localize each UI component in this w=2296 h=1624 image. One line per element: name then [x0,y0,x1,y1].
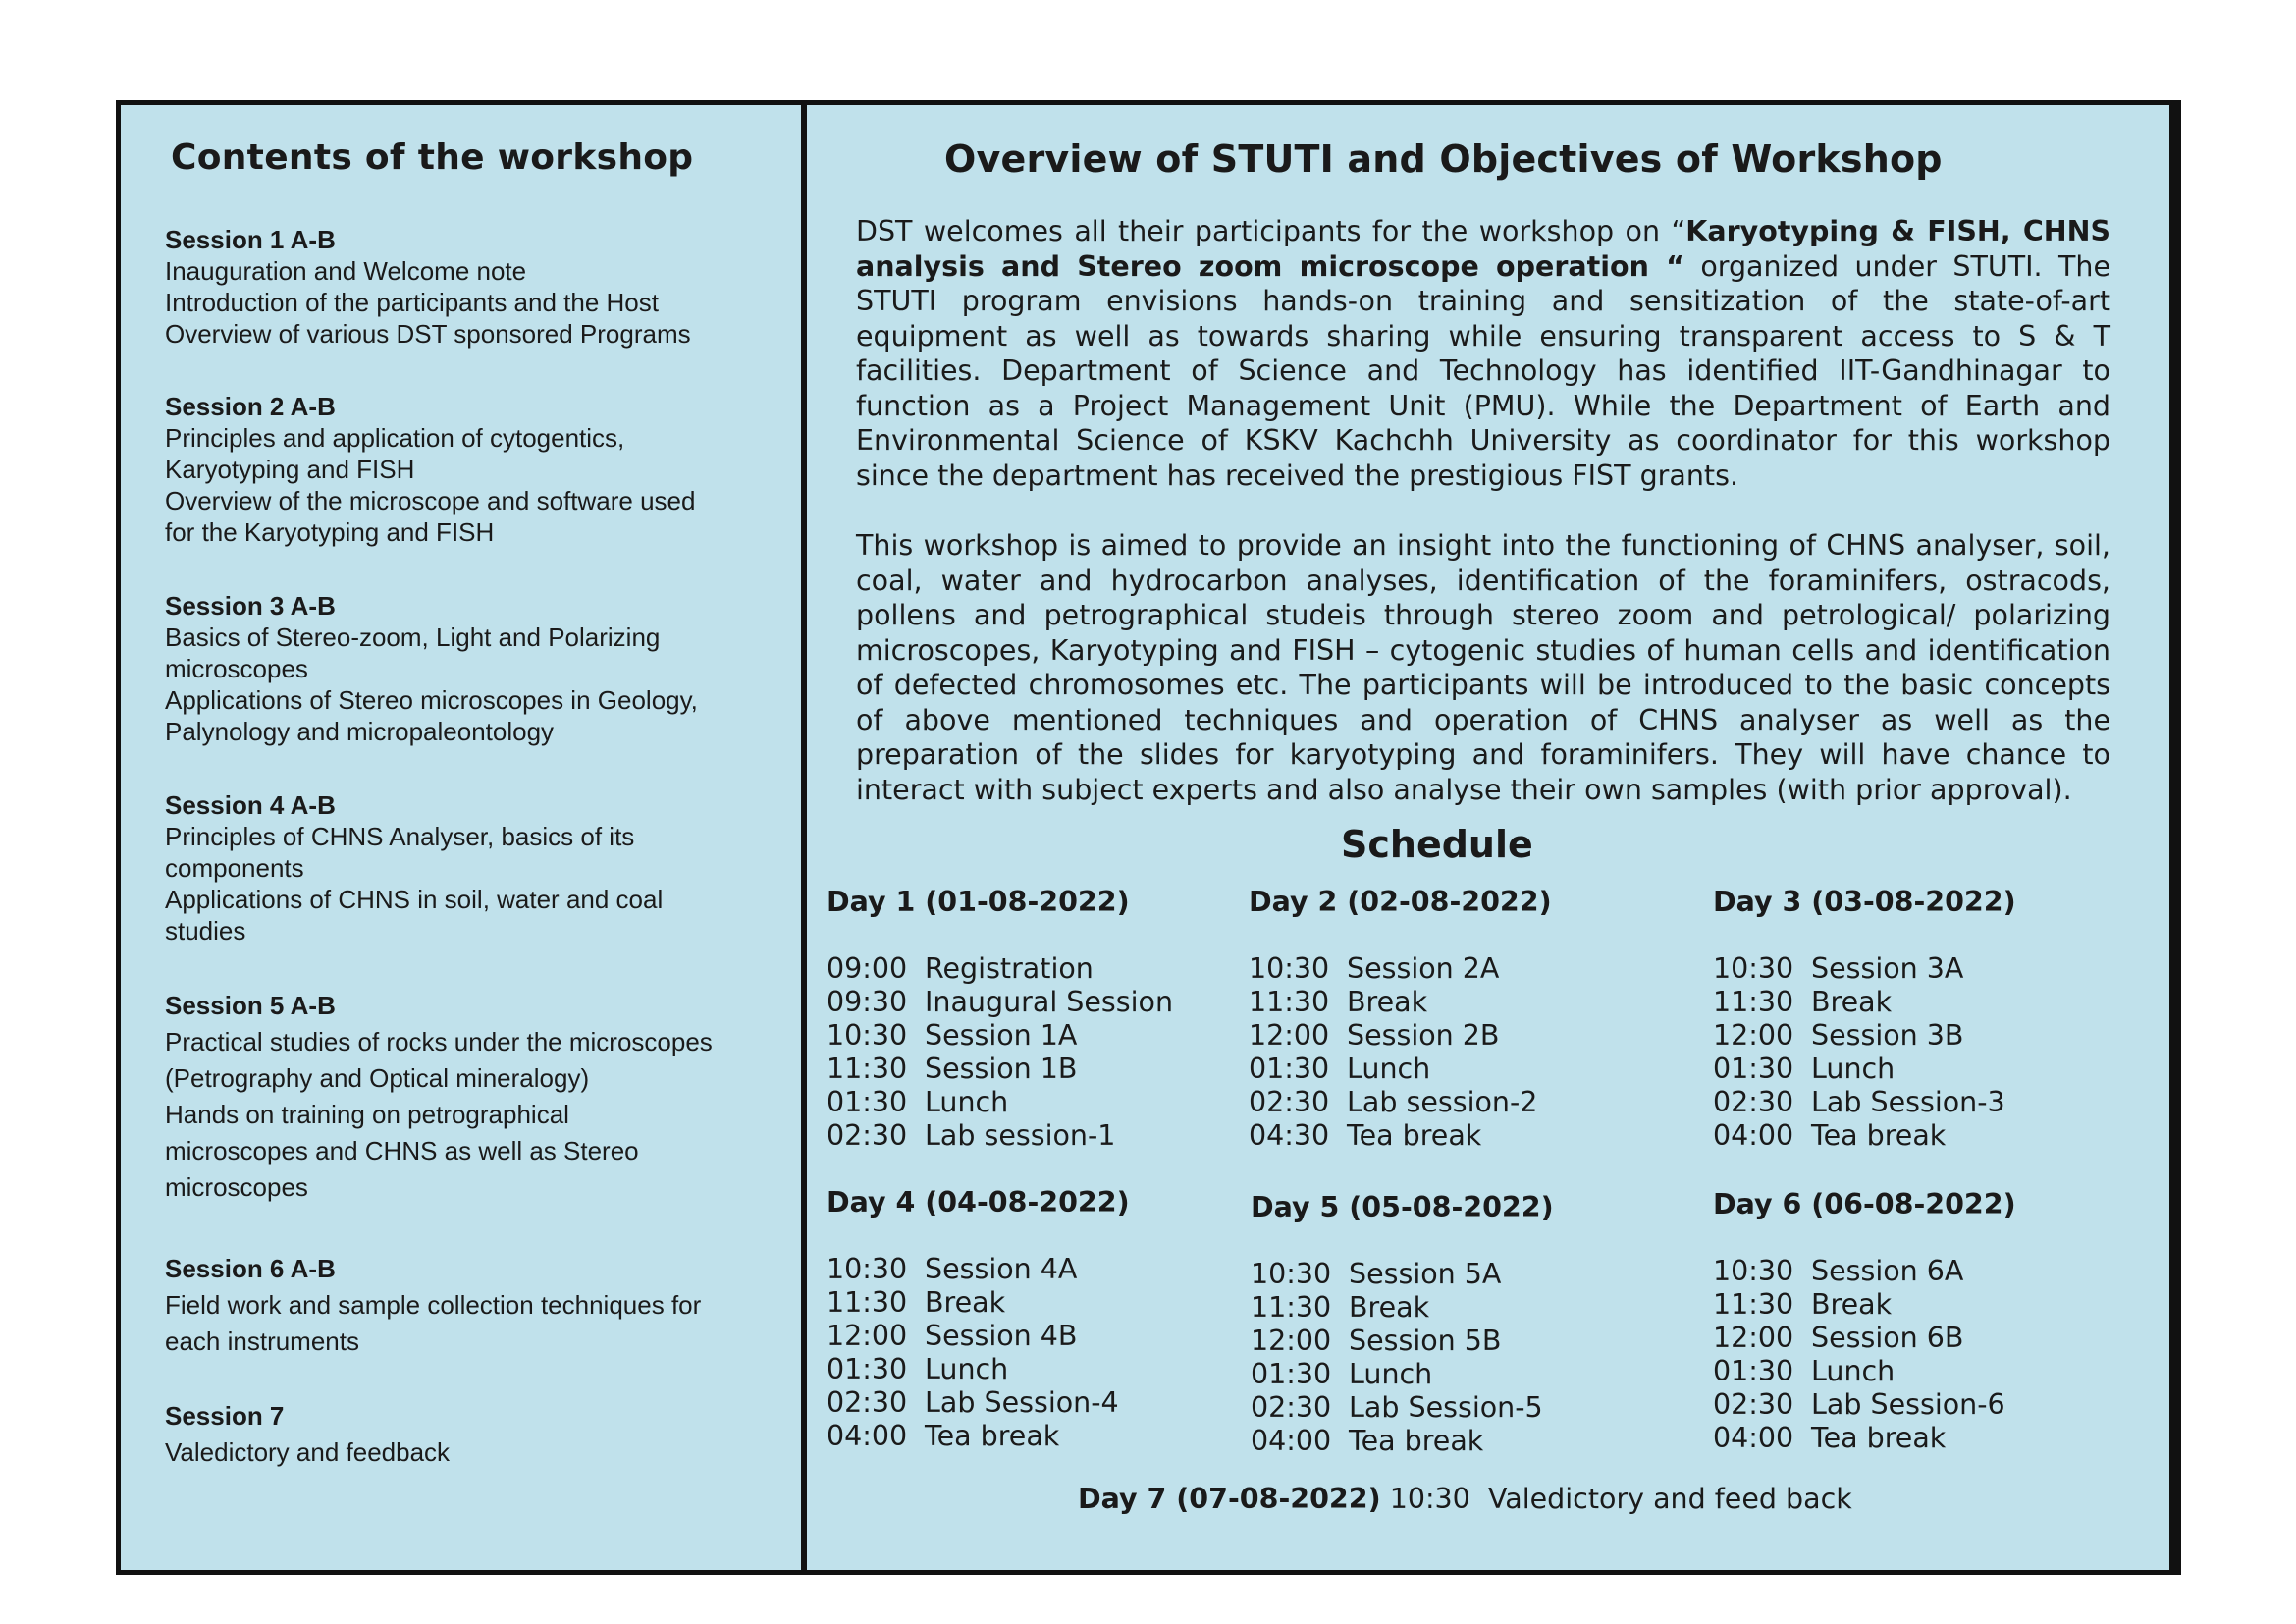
schedule-item: Session 2B [1347,1019,1500,1052]
schedule-time: 02:30 [1249,1086,1330,1118]
schedule-row [827,1320,1130,1353]
schedule-item: Lunch [925,1353,1009,1385]
schedule-row [827,952,1173,986]
session-line: microscopes and CHNS as well as Stereo [165,1136,639,1165]
day-title: Day 3 (03-08-2022) [1713,886,2016,918]
overview-paragraph-2: This workshop is aimed to provide an insight into the functioning of CHNS analyser, soil, coal, water and hydrocarbon analyses, identification of the foraminifers, ostracods, pollens and petrographical studeis through stereo zoom and petrological/ polarizing microscopes, Karyotyping and FISH – cytogenic studies of human cells and identification of defected chromosomes etc. The participants will be introduced to the basic concepts of above mentioned techniques and operation of CHNS analyser as well as the preparation of the slides for karyotyping and foraminifers. They will have chance to interact with subject experts and also analyse their own samples (with prior approval). [856,529,2110,806]
schedule-row [1713,1086,2016,1119]
day-schedule-3 [1713,886,2016,1153]
session-block-2 [165,391,793,548]
schedule-time: 09:30 [827,986,908,1018]
schedule-item: Session 1A [925,1019,1078,1052]
day-schedule-7 [1078,1483,1852,1515]
schedule-item: Tea break [925,1420,1060,1452]
schedule-item: Tea break [1811,1422,1947,1454]
schedule-time: 10:30 [1713,1255,1794,1287]
schedule-item: Session 6B [1811,1322,1964,1354]
session-line: microscopes [165,654,308,683]
session-line: Palynology and micropaleontology [165,717,555,746]
session-line: Hands on training on petrographical [165,1100,569,1129]
schedule-item: Session 1B [925,1053,1078,1085]
schedule-row [1713,1119,2016,1153]
schedule-item: Session 3B [1811,1019,1964,1052]
session-block-1 [165,224,793,350]
schedule-row [1251,1291,1554,1325]
schedule-time: 01:30 [1251,1358,1332,1390]
schedule-row [827,1019,1173,1053]
schedule-item: Break [925,1286,1006,1319]
schedule-time: 12:00 [1251,1325,1332,1357]
session-line: Principles of CHNS Analyser, basics of its [165,822,635,851]
schedule-time: 12:00 [1713,1019,1794,1052]
schedule-item: Lab session-1 [925,1119,1116,1152]
schedule-item: Tea break [1349,1425,1484,1457]
session-block-4 [165,789,793,947]
schedule-item: Session 2A [1347,952,1500,985]
day-schedule-6 [1713,1188,2016,1455]
day-schedule-1 [827,886,1173,1153]
schedule-row [1713,952,2016,986]
session-line: Overview of the microscope and software used [165,486,696,515]
day-title: Day 1 (01-08-2022) [827,886,1130,918]
schedule-time: 01:30 [827,1086,908,1118]
schedule-time: 02:30 [827,1386,908,1419]
schedule-item: Session 5A [1349,1258,1502,1290]
schedule-item: Inaugural Session [925,986,1174,1018]
schedule-time: 04:30 [1249,1119,1330,1152]
session-title: Session 3 A-B [165,591,336,621]
session-line: Overview of various DST sponsored Programs [165,319,691,349]
schedule-item: Lab Session-3 [1811,1086,2005,1118]
schedule-row [827,1286,1130,1320]
schedule-time: 10:30 [1389,1483,1470,1515]
schedule-time: 01:30 [1249,1053,1330,1085]
schedule-time: 09:00 [827,952,908,985]
schedule-row [1249,1053,1552,1086]
schedule-row [1249,1019,1552,1053]
session-title: Session 2 A-B [165,392,336,421]
schedule-time: 10:30 [1249,952,1330,985]
schedule-time: 10:30 [1713,952,1794,985]
day-title: Day 4 (04-08-2022) [827,1186,1130,1218]
schedule-time: 04:00 [1251,1425,1332,1457]
session-line: Applications of CHNS in soil, water and coal [165,885,664,914]
session-line: Inauguration and Welcome note [165,256,527,286]
schedule-time: 11:30 [1251,1291,1332,1324]
panel-right-border [2169,100,2177,1575]
schedule-row [1249,952,1552,986]
para1-intro: DST welcomes all their participants for the workshop on “ [856,215,1686,247]
schedule-item: Lab Session-4 [925,1386,1119,1419]
session-line: Field work and sample collection techniques for [165,1290,702,1320]
schedule-time: 04:00 [827,1420,908,1452]
session-title: Session 5 A-B [165,991,336,1020]
session-block-6 [165,1251,793,1360]
schedule-item: Lunch [1347,1053,1431,1085]
schedule-time: 12:00 [1713,1322,1794,1354]
schedule-row [827,1353,1130,1386]
schedule-row [1713,1388,2016,1422]
schedule-item: Lunch [925,1086,1009,1118]
session-line: Practical studies of rocks under the microscopes [165,1027,713,1056]
schedule-time: 04:00 [1713,1422,1794,1454]
schedule-item: Lunch [1349,1358,1433,1390]
schedule-time: 11:30 [1713,1288,1794,1321]
schedule-time: 12:00 [1249,1019,1330,1052]
schedule-item: Break [1811,1288,1893,1321]
day-schedule-4 [827,1186,1130,1453]
day-title: Day 6 (06-08-2022) [1713,1188,2016,1220]
schedule-time: 11:30 [827,1053,908,1085]
session-block-5 [165,988,793,1206]
schedule-row [1713,1288,2016,1322]
schedule-row [1251,1258,1554,1291]
overview-paragraph-1 [856,214,2110,493]
session-block-3 [165,590,793,747]
schedule-row [1713,1053,2016,1086]
overview-heading: Overview of STUTI and Objectives of Workshop [944,137,1943,181]
schedule-row [1713,1322,2016,1355]
schedule-row [1713,986,2016,1019]
session-line: Valedictory and feedback [165,1437,451,1467]
schedule-row [827,1253,1130,1286]
schedule-time: 11:30 [1249,986,1330,1018]
schedule-row [1249,1086,1552,1119]
schedule-item: Break [1347,986,1428,1018]
schedule-item: Tea break [1811,1119,1947,1152]
schedule-time: 02:30 [1713,1388,1794,1421]
para1-workshop-name: Karyotyping & FISH, CHNS analysis and Stereo zoom microscope operation “ [856,215,2110,283]
schedule-time: 11:30 [1713,986,1794,1018]
schedule-row [827,1086,1173,1119]
schedule-time: 10:30 [1251,1258,1332,1290]
schedule-item: Break [1349,1291,1430,1324]
schedule-item: Session 5B [1349,1325,1502,1357]
session-line: (Petrography and Optical mineralogy) [165,1063,590,1093]
day-title: Day 5 (05-08-2022) [1251,1191,1554,1223]
session-line: Applications of Stereo microscopes in Geology, [165,685,698,715]
day-schedule-2 [1249,886,1552,1153]
schedule-item: Session 3A [1811,952,1964,985]
session-title: Session 7 [165,1401,285,1431]
schedule-item: Break [1811,986,1893,1018]
schedule-time: 02:30 [1713,1086,1794,1118]
schedule-row [1713,1019,2016,1053]
session-line: Introduction of the participants and the Host [165,288,659,317]
session-line: Principles and application of cytogentics, [165,423,625,453]
schedule-item: Session 4A [925,1253,1078,1285]
day-title: Day 2 (02-08-2022) [1249,886,1552,918]
schedule-row [827,1386,1130,1420]
day-title: Day 7 (07-08-2022) [1078,1483,1381,1515]
column-divider [801,100,807,1575]
schedule-time: 02:30 [827,1119,908,1152]
schedule-item: Lunch [1811,1355,1896,1387]
session-line: microscopes [165,1172,308,1202]
schedule-row [1251,1425,1554,1458]
para1-body: organized under STUTI. The STUTI program envisions hands-on training and sensitization of the state-of-art equipment as well as towards sharing while ensuring transparent access to S & T facilities. Department of Science and Technology has identified IIT-Gandhinagar to function as a Project Management Unit (PMU). While the Department of Earth and Environmental Science of KSKV Kachchh University as coordinator for this workshop since the department has received the prestigious FIST grants. [856,249,2110,492]
schedule-time: 10:30 [827,1019,908,1052]
schedule-row [827,986,1173,1019]
session-title: Session 6 A-B [165,1254,336,1283]
session-title: Session 1 A-B [165,225,336,254]
schedule-item: Registration [925,952,1094,985]
schedule-row [1713,1355,2016,1388]
schedule-time: 12:00 [827,1320,908,1352]
schedule-row [827,1053,1173,1086]
schedule-row [827,1119,1173,1153]
schedule-time: 02:30 [1251,1391,1332,1424]
schedule-row [1251,1358,1554,1391]
schedule-row [827,1420,1130,1453]
schedule-time: 11:30 [827,1286,908,1319]
schedule-item: Lab session-2 [1347,1086,1538,1118]
schedule-item: Lab Session-5 [1349,1391,1543,1424]
schedule-time: 10:30 [827,1253,908,1285]
session-line: components [165,853,304,883]
schedule-item: Tea break [1347,1119,1482,1152]
schedule-row [1249,1119,1552,1153]
schedule-row [1251,1391,1554,1425]
session-line: Karyotyping and FISH [165,455,415,484]
schedule-item: Lab Session-6 [1811,1388,2005,1421]
session-title: Session 4 A-B [165,790,336,820]
schedule-heading: Schedule [1341,823,1533,866]
session-line: studies [165,916,246,946]
schedule-row [1713,1422,2016,1455]
schedule-item: Valedictory and feed back [1487,1483,1852,1515]
schedule-time: 01:30 [1713,1355,1794,1387]
session-line: each instruments [165,1326,359,1356]
contents-heading: Contents of the workshop [171,137,694,178]
schedule-item: Session 4B [925,1320,1078,1352]
schedule-time: 01:30 [827,1353,908,1385]
session-line: Basics of Stereo-zoom, Light and Polarizing [165,623,661,652]
schedule-item: Session 6A [1811,1255,1964,1287]
schedule-row [1251,1325,1554,1358]
session-line: for the Karyotyping and FISH [165,517,495,547]
day-schedule-5 [1251,1191,1554,1458]
schedule-item: Lunch [1811,1053,1896,1085]
schedule-row [1249,986,1552,1019]
schedule-time: 04:00 [1713,1119,1794,1152]
schedule-time: 01:30 [1713,1053,1794,1085]
schedule-row [1713,1255,2016,1288]
session-block-7 [165,1398,793,1471]
